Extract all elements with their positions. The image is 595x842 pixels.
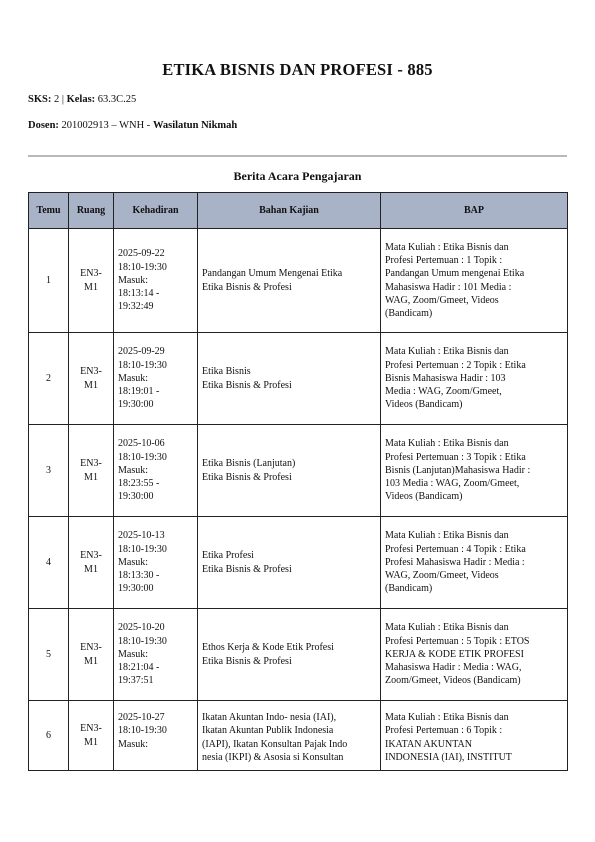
cell-kehadiran-line: 19:32:49 xyxy=(118,301,154,313)
cell-bahan-kajian xyxy=(198,333,381,425)
cell-bap-line: Mata Kuliah : Etika Bisnis dan xyxy=(385,622,509,634)
cell-bap-line: KERJA & KODE ETIK PROFESI xyxy=(385,648,524,660)
cell-kehadiran-line: 2025-10-06 xyxy=(118,438,165,450)
cell-temu: 4 xyxy=(29,517,69,609)
cell-kehadiran-line: 2025-10-27 xyxy=(118,712,165,723)
cell-bap-line: 103 Media : WAG, Zoom/Gmeet, xyxy=(385,478,520,490)
cell-bap-line: Pandangan Umum mengenai Etika xyxy=(385,268,525,280)
cell-ruang-line: M1 xyxy=(84,655,98,667)
cell-bap xyxy=(381,425,568,517)
cell-kehadiran-line: 18:10-19:30 xyxy=(118,451,167,463)
cell-bahan-kajian-line: Ikatan Akuntan Indo- nesia (IAI), xyxy=(202,712,337,723)
cell-bap-line: WAG, Zoom/Gmeet, Videos xyxy=(385,570,499,582)
header-bahan-kajian: Bahan Kajian xyxy=(198,193,381,229)
cell-ruang-line: M1 xyxy=(84,736,98,748)
cell-bap-line: Mata Kuliah : Etika Bisnis dan xyxy=(385,530,509,542)
cell-bap xyxy=(381,701,568,771)
cell-bap xyxy=(381,517,568,609)
cell-bap-line: Zoom/Gmeet, Videos (Bandicam) xyxy=(385,675,521,687)
cell-bap-line: Mahasiswa Hadir : 101 Media : xyxy=(385,281,512,293)
cell-ruang-line: M1 xyxy=(84,563,98,575)
cell-bahan-kajian xyxy=(198,517,381,609)
kelas-label: Kelas: xyxy=(66,94,96,105)
cell-kehadiran-line: 18:13:30 - xyxy=(118,570,160,582)
cell-kehadiran-line: 18:19:01 - xyxy=(118,386,160,398)
cell-bap-line: Mata Kuliah : Etika Bisnis dan xyxy=(385,712,509,723)
cell-bap xyxy=(381,333,568,425)
cell-bahan-kajian-line: Pandangan Umum Mengenai Etika xyxy=(202,268,343,280)
table-header-row xyxy=(29,193,568,229)
cell-bap-line: Profesi Pertemuan : 4 Topik : Etika xyxy=(385,543,526,555)
cell-kehadiran xyxy=(114,229,198,333)
header-temu: Temu xyxy=(29,193,69,229)
divider xyxy=(28,155,567,157)
cell-bap-line: Mata Kuliah : Etika Bisnis dan xyxy=(385,241,509,253)
cell-bap-line: WAG, Zoom/Gmeet, Videos xyxy=(385,294,499,306)
cell-bap-line: Videos (Bandicam) xyxy=(385,399,463,411)
cell-ruang-line: M1 xyxy=(84,471,98,483)
cell-kehadiran-line: 18:13:14 - xyxy=(118,288,160,300)
cell-bahan-kajian-line: (IAPI), Ikatan Konsultan Pajak Indo xyxy=(202,738,348,750)
cell-bap-line: (Bandicam) xyxy=(385,308,433,320)
cell-bap-line: Profesi Mahasiswa Hadir : Media : xyxy=(385,556,525,568)
cell-bap-line: Videos (Bandicam) xyxy=(385,491,463,503)
cell-bahan-kajian-line: Etika Bisnis (Lanjutan) xyxy=(202,458,296,470)
cell-kehadiran-line: Masuk: xyxy=(118,556,148,568)
cell-bap-line: Mata Kuliah : Etika Bisnis dan xyxy=(385,438,509,450)
sks-label: SKS: xyxy=(28,94,52,105)
cell-kehadiran xyxy=(114,517,198,609)
cell-ruang-line: EN3- xyxy=(80,642,102,654)
cell-bahan-kajian-line: Etika Bisnis & Profesi xyxy=(202,563,292,575)
cell-kehadiran-line: Masuk: xyxy=(118,648,148,660)
cell-ruang xyxy=(69,229,114,333)
cell-bahan-kajian-line: Etika Bisnis xyxy=(202,366,251,378)
cell-kehadiran xyxy=(114,333,198,425)
cell-bahan-kajian-line: Etika Bisnis & Profesi xyxy=(202,379,292,391)
kelas-value: 63.3C.25 xyxy=(95,94,137,105)
cell-kehadiran-line: 18:10-19:30 xyxy=(118,261,167,273)
cell-bap-line: Profesi Pertemuan : 1 Topik : xyxy=(385,254,503,266)
section-title: Berita Acara Pengajaran xyxy=(233,169,362,183)
cell-kehadiran-line: Masuk: xyxy=(118,372,148,384)
cell-kehadiran-line: 18:10-19:30 xyxy=(118,543,167,555)
cell-bahan-kajian-line: Etika Bisnis & Profesi xyxy=(202,655,292,667)
table-body xyxy=(29,229,568,771)
dosen-name: Wasilatun Nikmah xyxy=(152,120,238,131)
cell-bap-line: Profesi Pertemuan : 3 Topik : Etika xyxy=(385,451,526,463)
cell-temu: 1 xyxy=(29,229,69,333)
cell-ruang xyxy=(69,517,114,609)
cell-bahan-kajian xyxy=(198,229,381,333)
cell-kehadiran xyxy=(114,701,198,771)
cell-bahan-kajian-line: Ikatan Akuntan Publik Indonesia xyxy=(202,725,334,737)
sks-value: 2 | xyxy=(51,94,67,105)
cell-kehadiran-line: 19:30:00 xyxy=(118,399,154,411)
cell-kehadiran-line: 2025-09-29 xyxy=(118,346,165,358)
cell-bap-line: (Bandicam) xyxy=(385,583,433,595)
cell-bahan-kajian-line: Etika Bisnis & Profesi xyxy=(202,471,292,483)
cell-bap-line: Media : WAG, Zoom/Gmeet, xyxy=(385,386,502,398)
cell-bahan-kajian xyxy=(198,425,381,517)
cell-ruang-line: M1 xyxy=(84,281,98,293)
dosen-value: 201002913 – WNH - xyxy=(58,120,153,131)
cell-kehadiran-line: 18:23:55 - xyxy=(118,478,160,490)
table-row xyxy=(29,425,568,517)
cell-bap-line: Bisnis (Lanjutan)Mahasiswa Hadir : xyxy=(385,464,531,476)
cell-bahan-kajian xyxy=(198,701,381,771)
cell-temu: 6 xyxy=(29,701,69,771)
cell-temu: 3 xyxy=(29,425,69,517)
lecturer-meta xyxy=(28,120,237,131)
cell-bap-line: Bisnis Mahasiswa Hadir : 103 xyxy=(385,372,506,384)
table-row xyxy=(29,229,568,333)
header-kehadiran: Kehadiran xyxy=(114,193,198,229)
cell-kehadiran-line: 2025-09-22 xyxy=(118,248,165,260)
table-row xyxy=(29,701,568,771)
cell-ruang xyxy=(69,425,114,517)
cell-kehadiran-line: 2025-10-20 xyxy=(118,622,165,634)
cell-ruang-line: EN3- xyxy=(80,723,102,735)
cell-bap-line: Profesi Pertemuan : 2 Topik : Etika xyxy=(385,359,526,371)
course-meta xyxy=(28,94,136,105)
cell-kehadiran-line: 19:30:00 xyxy=(118,583,154,595)
cell-kehadiran-line: 19:37:51 xyxy=(118,675,154,687)
cell-ruang-line: EN3- xyxy=(80,366,102,378)
cell-bap-line: Mahasiswa Hadir : Media : WAG, xyxy=(385,662,522,674)
cell-bahan-kajian-line: Ethos Kerja & Kode Etik Profesi xyxy=(202,642,334,654)
table-row xyxy=(29,517,568,609)
cell-ruang-line: EN3- xyxy=(80,458,102,470)
cell-ruang-line: EN3- xyxy=(80,550,102,562)
cell-kehadiran xyxy=(114,609,198,701)
cell-bahan-kajian xyxy=(198,609,381,701)
cell-bap-line: INDONESIA (IAI), INSTITUT xyxy=(385,751,512,763)
cell-bap-line: Profesi Pertemuan : 6 Topik : xyxy=(385,725,503,737)
cell-bap-line: Mata Kuliah : Etika Bisnis dan xyxy=(385,346,509,358)
cell-ruang xyxy=(69,701,114,771)
cell-bahan-kajian-line: nesia (IKPI) & Asosia si Konsultan xyxy=(202,751,344,763)
cell-kehadiran-line: 19:30:00 xyxy=(118,491,154,503)
cell-temu: 5 xyxy=(29,609,69,701)
cell-kehadiran-line: Masuk: xyxy=(118,274,148,286)
cell-kehadiran-line: 18:10-19:30 xyxy=(118,725,167,737)
dosen-label: Dosen: xyxy=(28,120,59,131)
table-row xyxy=(29,333,568,425)
cell-kehadiran-line: 18:10-19:30 xyxy=(118,635,167,647)
cell-kehadiran-line: 18:10-19:30 xyxy=(118,359,167,371)
cell-kehadiran xyxy=(114,425,198,517)
cell-ruang-line: M1 xyxy=(84,379,98,391)
course-title: ETIKA BISNIS DAN PROFESI - 885 xyxy=(162,60,433,79)
cell-bap xyxy=(381,609,568,701)
cell-temu: 2 xyxy=(29,333,69,425)
header-bap: BAP xyxy=(381,193,568,229)
cell-kehadiran-line: 2025-10-13 xyxy=(118,530,165,542)
cell-kehadiran-line: Masuk: xyxy=(118,738,148,750)
table-row xyxy=(29,609,568,701)
bap-table xyxy=(28,192,568,771)
cell-kehadiran-line: Masuk: xyxy=(118,464,148,476)
cell-ruang-line: EN3- xyxy=(80,268,102,280)
cell-ruang xyxy=(69,609,114,701)
cell-kehadiran-line: 18:21:04 - xyxy=(118,662,160,674)
cell-bahan-kajian-line: Etika Bisnis & Profesi xyxy=(202,281,292,293)
cell-bap-line: IKATAN AKUNTAN xyxy=(385,738,473,750)
cell-ruang xyxy=(69,333,114,425)
cell-bap xyxy=(381,229,568,333)
cell-bap-line: Profesi Pertemuan : 5 Topik : ETOS xyxy=(385,635,530,647)
header-ruang: Ruang xyxy=(69,193,114,229)
cell-bahan-kajian-line: Etika Profesi xyxy=(202,550,254,562)
